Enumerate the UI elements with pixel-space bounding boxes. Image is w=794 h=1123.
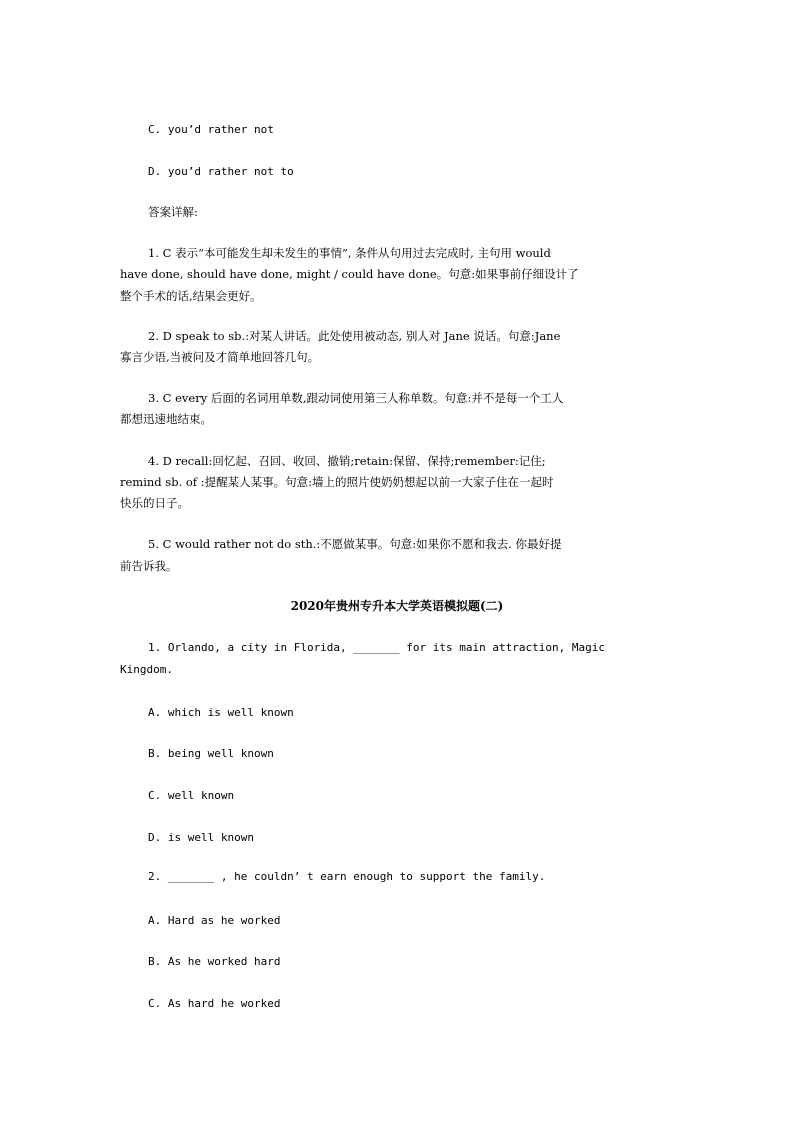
question-1-option-b: B. being well known	[148, 747, 274, 760]
section-title: 2020年贵州专升本大学英语模拟题(二)	[290, 599, 504, 613]
answer-4-line-3: 快乐的日子。	[120, 496, 189, 510]
option-c: C. you’d rather not	[148, 123, 274, 136]
question-1-line-1: 1. Orlando, a city in Florida, _______ for its main attraction, Magic	[148, 641, 605, 654]
answer-4-line-2: remind sb. of :提醒某人某事。句意:墙上的照片使奶奶想起以前一大家子住在一起时	[120, 475, 554, 489]
answer-5-line-1: 5. C would rather not do sth.:不愿做某事。句意:如果你不愿和我去. 你最好提	[148, 537, 562, 551]
question-2-stem: 2. _______ , he couldn’ t earn enough to support the family.	[148, 870, 546, 883]
question-1-option-a: A. which is well known	[148, 706, 294, 719]
question-2-option-c: C. As hard he worked	[148, 997, 281, 1010]
question-2-option-b: B. As he worked hard	[148, 955, 281, 968]
question-1-option-d: D. is well known	[148, 831, 254, 844]
answer-1-line-1: 1. C 表示“本可能发生却未发生的事情”, 条件从句用过去完成时, 主句用 would	[148, 246, 551, 260]
answer-4-line-1: 4. D recall:回忆起、召回、收回、撤销;retain:保留、保持;remember:记住;	[148, 454, 546, 468]
answer-3-line-2: 都想迅速地结束。	[120, 412, 212, 426]
question-1-option-c: C. well known	[148, 789, 235, 802]
answer-5-line-2: 前告诉我。	[120, 559, 178, 573]
answer-1-line-2: have done, should have done, might / could have done。句意:如果事前仔细设计了	[120, 267, 579, 281]
answer-heading: 答案详解:	[148, 205, 198, 219]
answer-2-line-1: 2. D speak to sb.:对某人讲话。此处使用被动态, 别人对 Jane 说话。句意:Jane	[148, 329, 561, 343]
option-d: D. you’d rather not to	[148, 165, 294, 178]
answer-2-line-2: 寡言少语,当被问及才简单地回答几句。	[120, 350, 320, 364]
answer-1-line-3: 整个手术的话,结果会更好。	[120, 289, 262, 303]
question-2-option-a: A. Hard as he worked	[148, 914, 281, 927]
answer-3-line-1: 3. C every 后面的名词用单数,跟动词使用第三人称单数。句意:并不是每一个工人	[148, 391, 564, 405]
question-1-line-2: Kingdom.	[120, 663, 173, 676]
